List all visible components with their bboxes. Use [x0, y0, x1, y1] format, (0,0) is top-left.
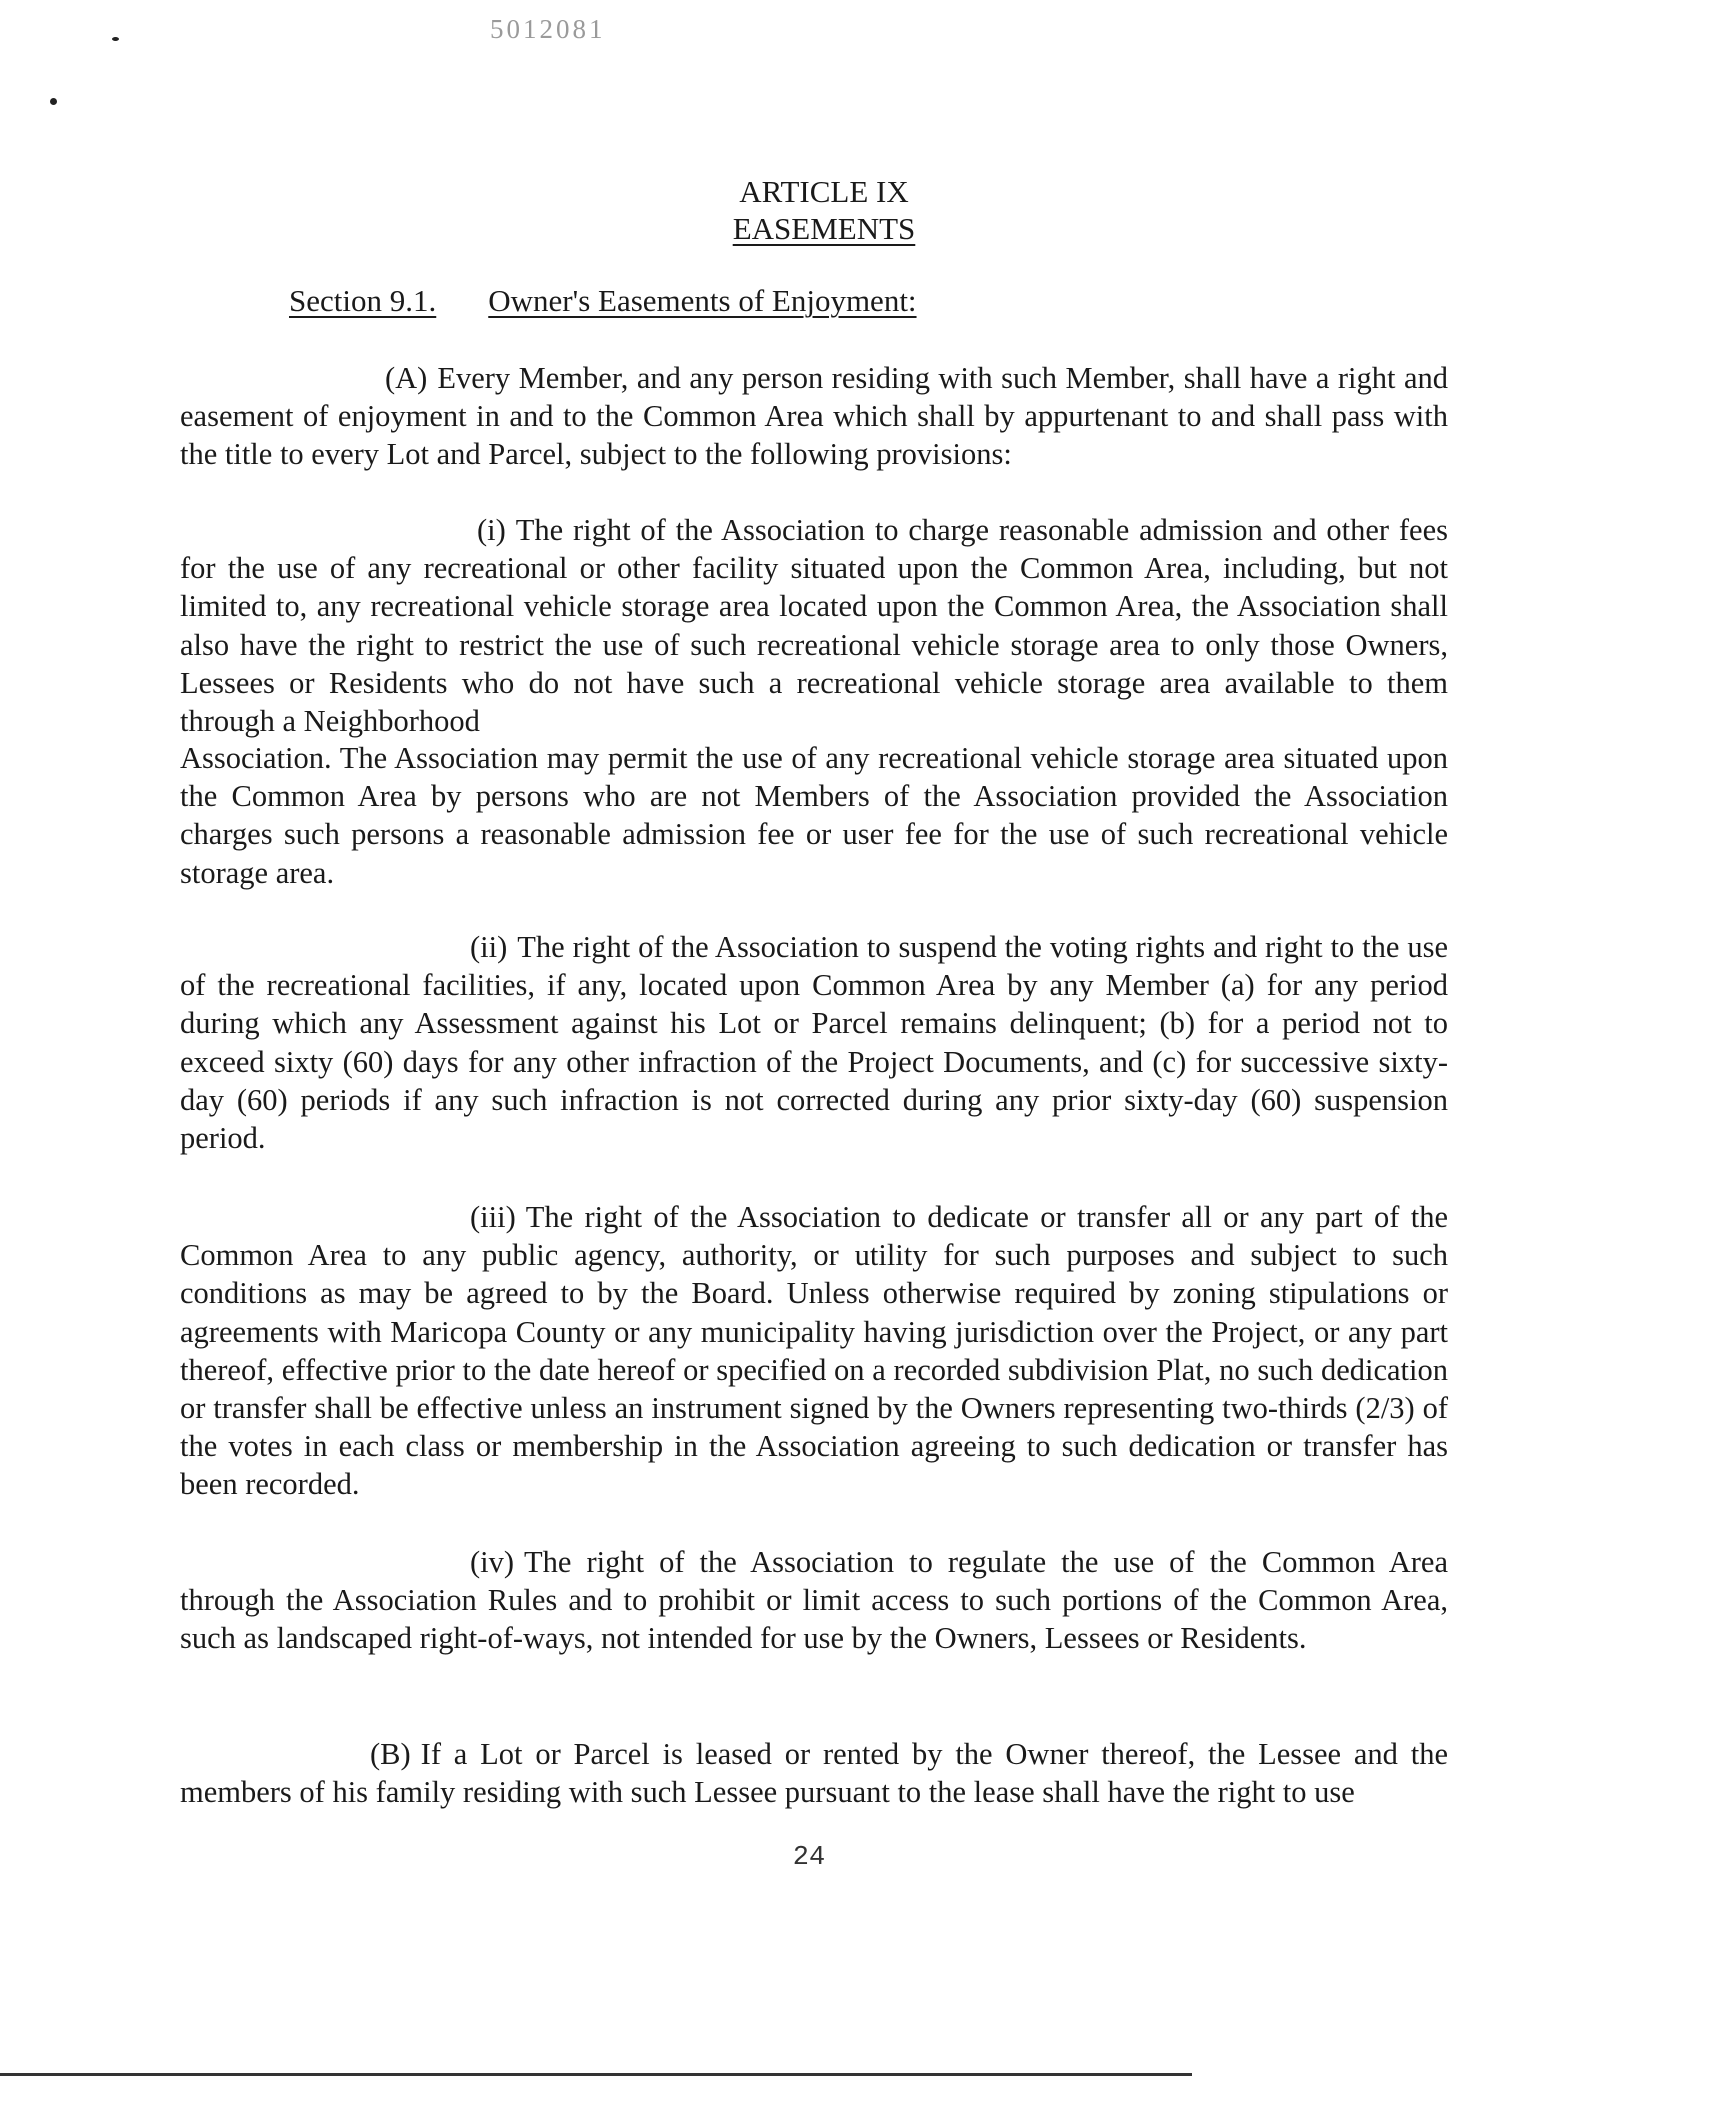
paragraph-b-label: (B) — [370, 1737, 411, 1771]
paragraph-i-continuation — [180, 739, 1448, 892]
scan-mark — [50, 98, 57, 105]
paragraph-a — [180, 359, 1448, 474]
article-title — [0, 211, 1648, 247]
paragraph-b-text: If a Lot or Parcel is leased or rented by the Owner thereof, the Lessee and the members of his family residing with such Lessee pursuant to the lease shall have the right to use — [180, 1737, 1448, 1810]
section-number: Section 9.1. — [289, 283, 437, 318]
document-stamp: 5012081 — [490, 14, 606, 44]
article-number: ARTICLE IX — [739, 174, 909, 209]
section-title: Owner's Easements of Enjoyment: — [488, 283, 917, 318]
section-heading — [289, 283, 917, 319]
paragraph-a-text: Every Member, and any person residing with such Member, shall have a right and easement of enjoyment in and to the Common Area which shall by appurtenant to and shall pass with the title to every Lot and Parcel, subject to the following provisions: — [180, 361, 1448, 472]
article-title-text: EASEMENTS — [732, 211, 916, 246]
paragraph-ii-label: (ii) — [470, 930, 508, 964]
scan-mark — [112, 37, 119, 41]
page-number: 24 — [792, 1843, 826, 1873]
paragraph-a-label: (A) — [385, 361, 428, 395]
paragraph-iv-text: The right of the Association to regulate the use of the Common Area through the Association Rules and to prohibit or limit access to such portions of the Common Area, such as landscaped right-of-ways, not intended for use by the Owners, Lessees or Residents. — [180, 1545, 1448, 1656]
paragraph-iv-label: (iv) — [470, 1545, 515, 1579]
paragraph-iv — [180, 1543, 1448, 1658]
paragraph-i-continuation-text: Association. The Association may permit the use of any recreational vehicle storage area situated upon the Common Area by persons who are not Members of the Association provided the Association charges such persons a reasonable admission fee or user fee for the use of such recreational vehicle storage area. — [180, 741, 1448, 890]
paragraph-iii-text: The right of the Association to dedicate or transfer all or any part of the Common Area to any public agency, authority, or utility for such purposes and subject to such conditions as may be agreed to by the Board. Unless otherwise required by zoning stipulations or agreements with Maricopa County or any municipality having jurisdiction over the Project, or any part thereof, effective prior to the date hereof or specified on a recorded subdivision Plat, no such dedication or transfer shall be effective unless an instrument signed by the Owners representing two-thirds (2/3) of the votes in each class or membership in the Association agreeing to such dedication or transfer has been recorded. — [180, 1200, 1448, 1502]
scan-edge-line — [0, 2073, 1192, 2076]
paragraph-i-text: The right of the Association to charge reasonable admission and other fees for the use of any recreational or other facility situated upon the Common Area, including, but not limited to, any recreational vehicle storage area located upon the Common Area, the Association shall also have the right to restrict the use of such recreational vehicle storage area to only those Owners, Lessees or Residents who do not have such a recreational vehicle storage area available to them through a Neighborhood — [180, 513, 1448, 739]
paragraph-ii — [180, 928, 1448, 1157]
paragraph-iii — [180, 1198, 1448, 1504]
paragraph-i-label: (i) — [477, 513, 506, 547]
paragraph-iii-label: (iii) — [470, 1200, 516, 1234]
paragraph-b — [180, 1735, 1448, 1811]
paragraph-ii-text: The right of the Association to suspend the voting rights and right to the use of the recreational facilities, if any, located upon Common Area by any Member (a) for any period during which any Assessment against his Lot or Parcel remains delinquent; (b) for a period not to exceed sixty (60) days for any other infraction of the Project Documents, and (c) for successive sixty-day (60) periods if any such infraction is not corrected during any prior sixty-day (60) suspension period. — [180, 930, 1448, 1156]
paragraph-i — [180, 511, 1448, 740]
